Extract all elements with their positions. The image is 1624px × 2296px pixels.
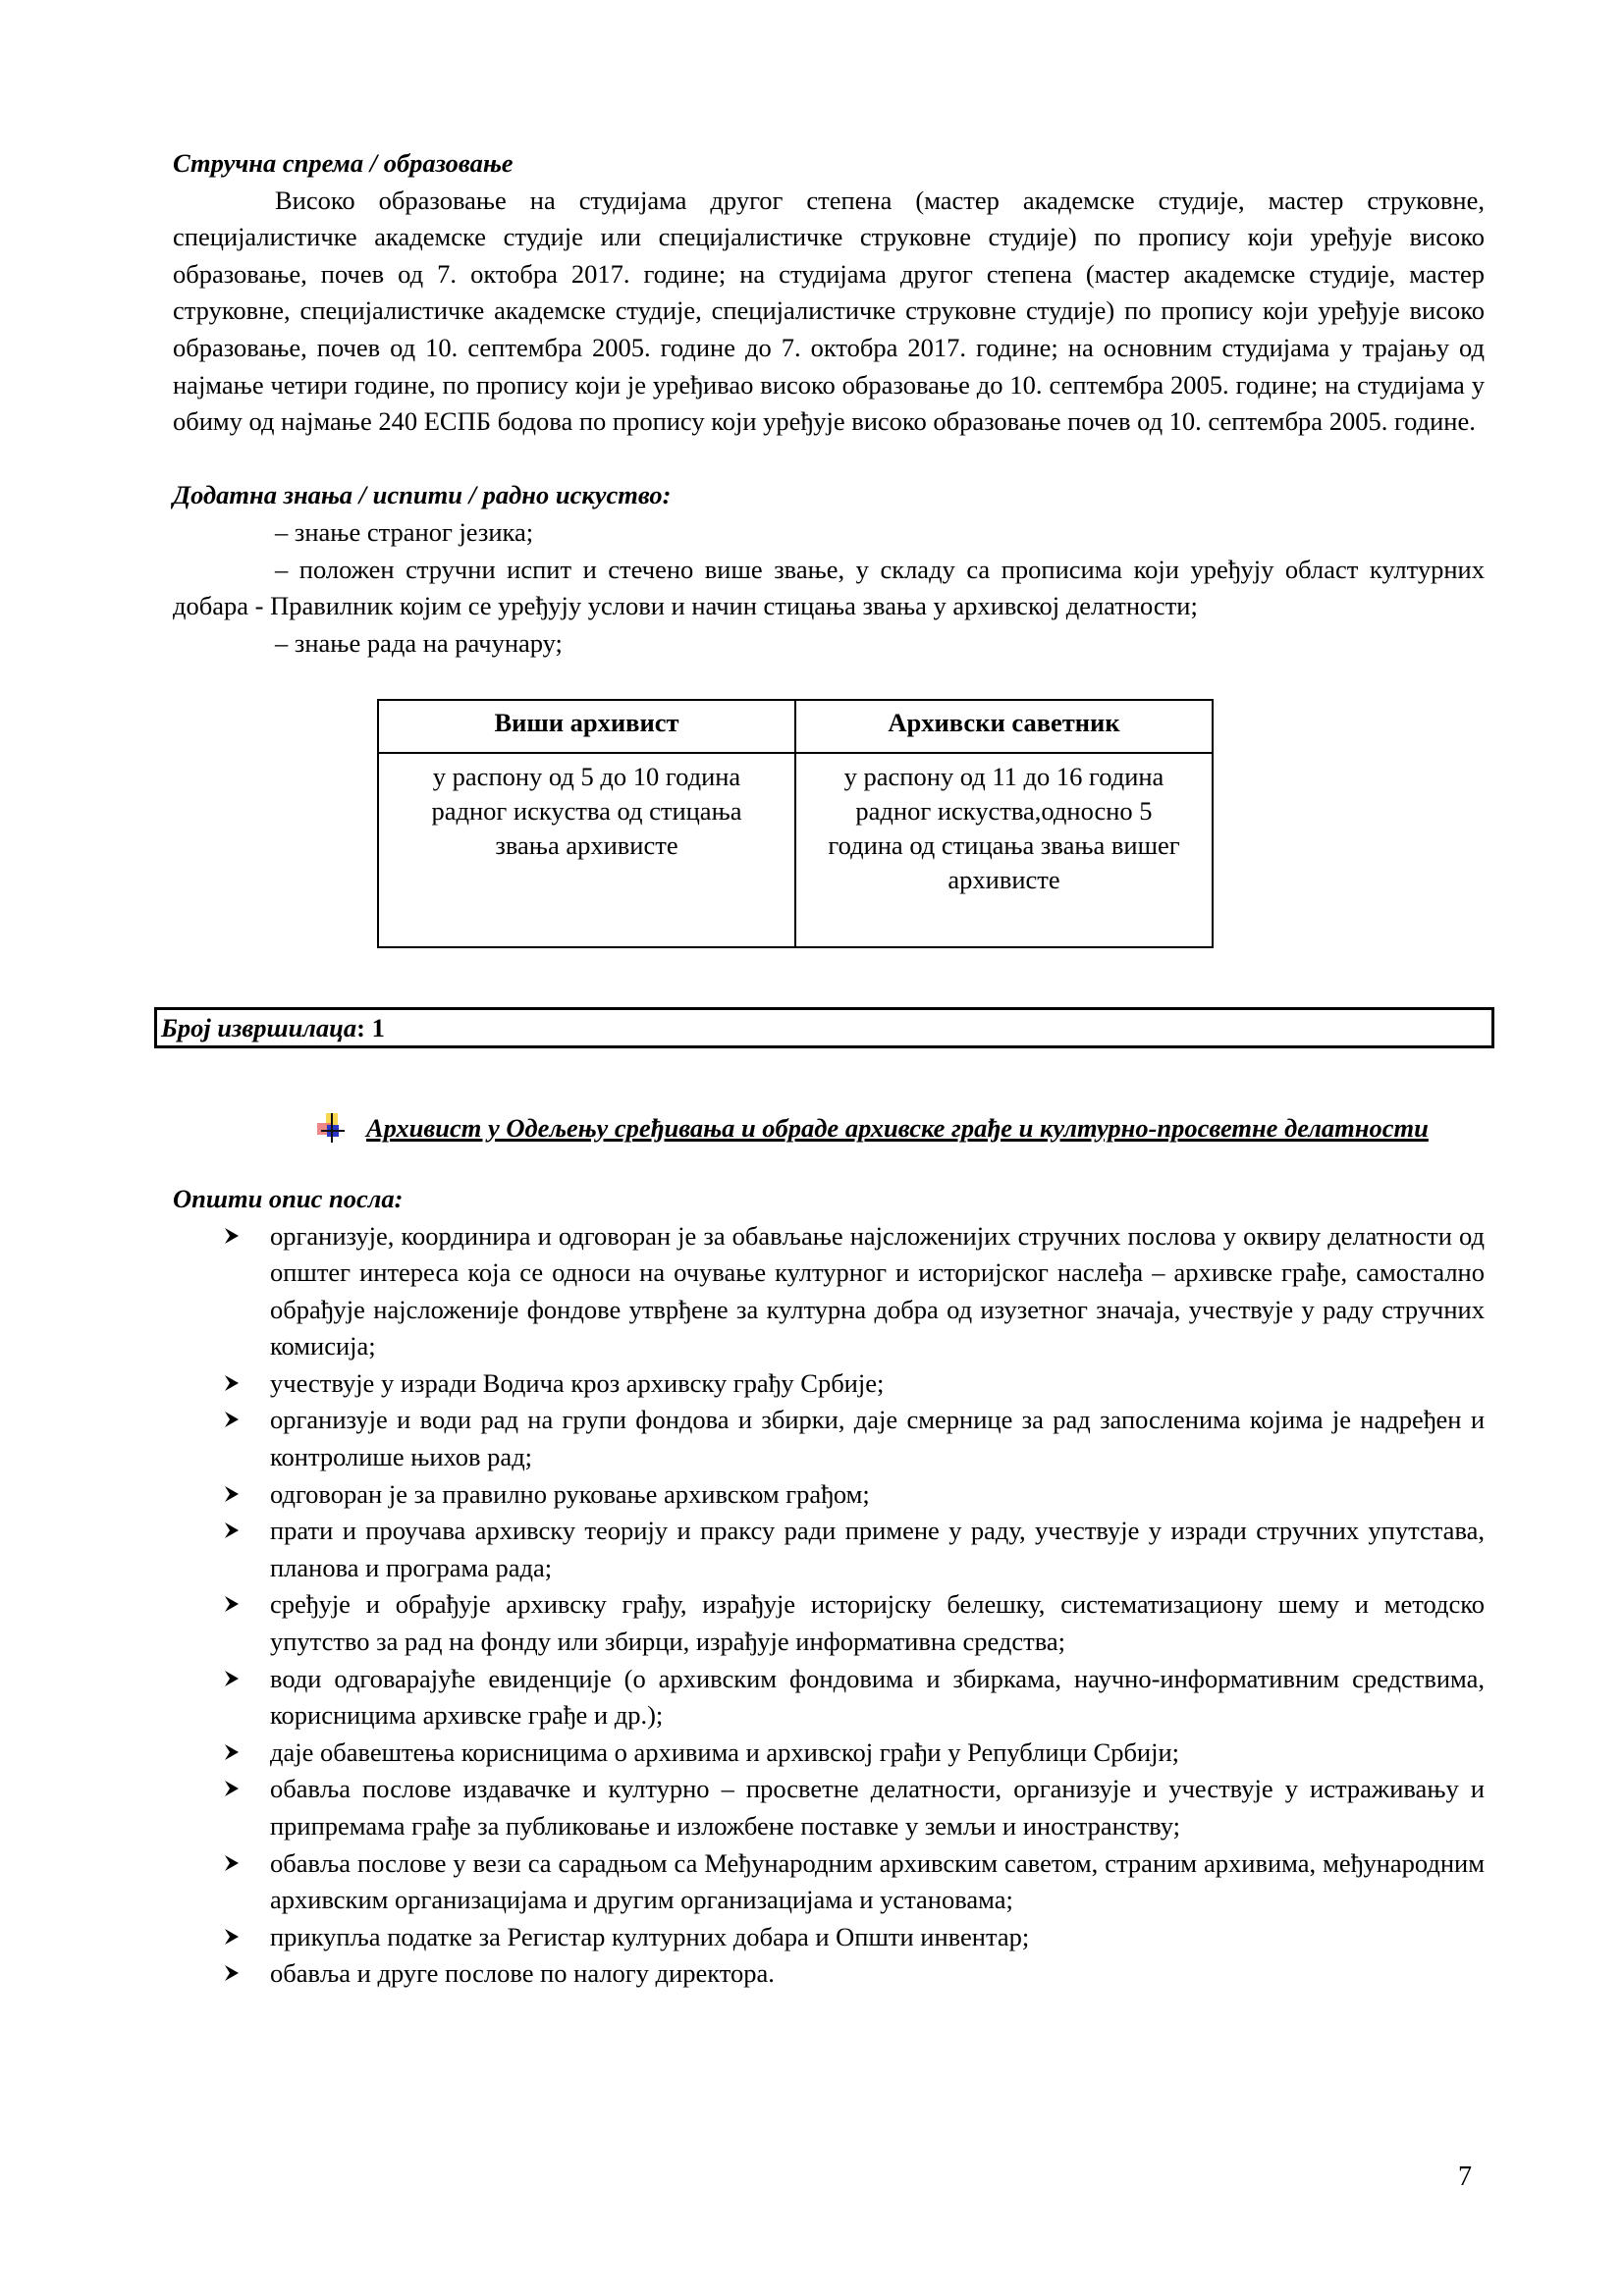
duty-item: [270, 1955, 1485, 1993]
duty-item: [270, 1476, 1485, 1514]
table-header-row: [378, 700, 1213, 753]
table-header-cell: Архивски саветник: [795, 700, 1213, 753]
duty-text: прати и проучава архивску теорију и праксу ради примене у раду, учествује у изради стручних упутстава, планова и програма рада;: [270, 1516, 1485, 1582]
duty-item: [270, 1771, 1485, 1844]
duty-item: [270, 1919, 1485, 1956]
executors-label: Број извршилаца: [161, 1012, 357, 1042]
duty-item: [270, 1845, 1485, 1919]
duty-text: води одговарајуће евиденције (о архивским фондовима и збиркама, научно-информативним средствима, корисницима архивске грађе и др.);: [270, 1663, 1485, 1731]
duties-list: [173, 1218, 1485, 1993]
duty-text: одговоран је за правилно руковање архивском грађом;: [270, 1478, 870, 1509]
spacer: [173, 441, 1485, 478]
qualification-text: Високо образовање на студијама другог степена (мастер академске студије, мастер струковне, специјалистичке академске студије или специјалистичке струковне студије) по пропису који уређује високо образовање, почев од 7. октобра 2017. године; на студијама другог степена (мастер академске студије, мастер струковне, специјалистичке академске студије, специјалистичке струковне студије) по пропису који уређује високо образовање, почев од 10. септембра 2005. године до 7. октобра 2017. године; на основним студијама у трајању од најмање четири године, по пропису који је уређивао високо образовање до 10. септембра 2005. године; на студијама у обиму од најмање 240 ЕСПБ бодова по пропису који уређује високо образовање почев од 10. септембра 2005. године.: [173, 185, 1485, 437]
duty-text: обавља послове издавачке и културно – просветне делатности, организује и учествује у истраживању и припремама грађе за публиковање и изложбене поставке у земљи и иностранству;: [270, 1774, 1485, 1841]
duty-text: сређује и обрађује архивску грађу, израђује историјску белешку, систематизациону шему и методско упутство за рад на фонду или збирци, израђује информативна средства;: [270, 1589, 1485, 1657]
table-cell: у распону од 11 до 16 година радног искуства,односно 5 година од стицања звања вишег архивисте: [795, 753, 1213, 947]
duty-text: обавља послове у вези са сарадњом са Међународним архивским саветом, страним архивима, међународним архивским организацијама и другим организацијама и установама;: [270, 1847, 1485, 1915]
duty-item: [270, 1586, 1485, 1660]
duty-item: [270, 1661, 1485, 1735]
duty-item: [270, 1402, 1485, 1475]
executors-value: : 1: [356, 1012, 385, 1042]
duty-text: учествује у изради Водича кроз архивску грађу Србије;: [270, 1367, 885, 1398]
duty-text: организује и води рад на групи фондова и збирки, даје смернице за рад запосленима којима је надређен и контролише њихов рад;: [270, 1405, 1485, 1472]
additional-item: – положен стручни испит и стечено више звање, у складу са прописима који уређују област културних добара - Правилник којим се уређују услови и начин стицања звања у архивској делатности;: [173, 554, 1485, 621]
additional-item: – знање рада на рачунару;: [275, 627, 563, 658]
grade-table: [377, 699, 1214, 948]
page-number: 7: [1458, 2162, 1472, 2192]
table-cell: у распону од 5 до 10 година радног искуства од стицања звања архивисте: [378, 753, 795, 947]
job-title-text: Архивист у Одељењу сређивања и обраде архивске грађе и културно-просветне делатности: [366, 1112, 1429, 1143]
colored-cross-bullet-icon: [317, 1113, 347, 1143]
table-row: [378, 753, 1213, 947]
qualification-heading: Стручна спрема / образовање: [173, 148, 514, 178]
job-title: [366, 1109, 1485, 1148]
duty-item: [270, 1513, 1485, 1586]
duty-item: [270, 1365, 1485, 1403]
table-header-cell: Виши архивист: [378, 700, 795, 753]
duty-text: обавља и друге послове по налогу директора.: [270, 1958, 775, 1989]
additional-item: – знање страног језика;: [275, 516, 534, 547]
description-heading: Општи опис посла:: [173, 1183, 404, 1213]
document-page: [161, 145, 1485, 1993]
duty-text: организује, координира и одговоран је за обављање најсложенијих стручних послова у оквиру делатности од општег интереса која се односи на очување културног и историјског наслеђа – архивске грађе, самостално обрађује најсложеније фондове утврђене за културна добра од изузетног значаја, учествује у раду стручних комисија;: [270, 1220, 1485, 1362]
duty-item: [270, 1735, 1485, 1772]
duty-item: [270, 1218, 1485, 1365]
additional-heading: Додатна знања / испити / радно искуство:: [173, 480, 672, 510]
duty-text: прикупља податке за Регистар културних добара и Општи инвентар;: [270, 1921, 1030, 1951]
duty-text: даје обавештења корисницима о архивима и архивској грађи у Републици Србији;: [270, 1736, 1180, 1767]
executors-box: [154, 1007, 1494, 1048]
